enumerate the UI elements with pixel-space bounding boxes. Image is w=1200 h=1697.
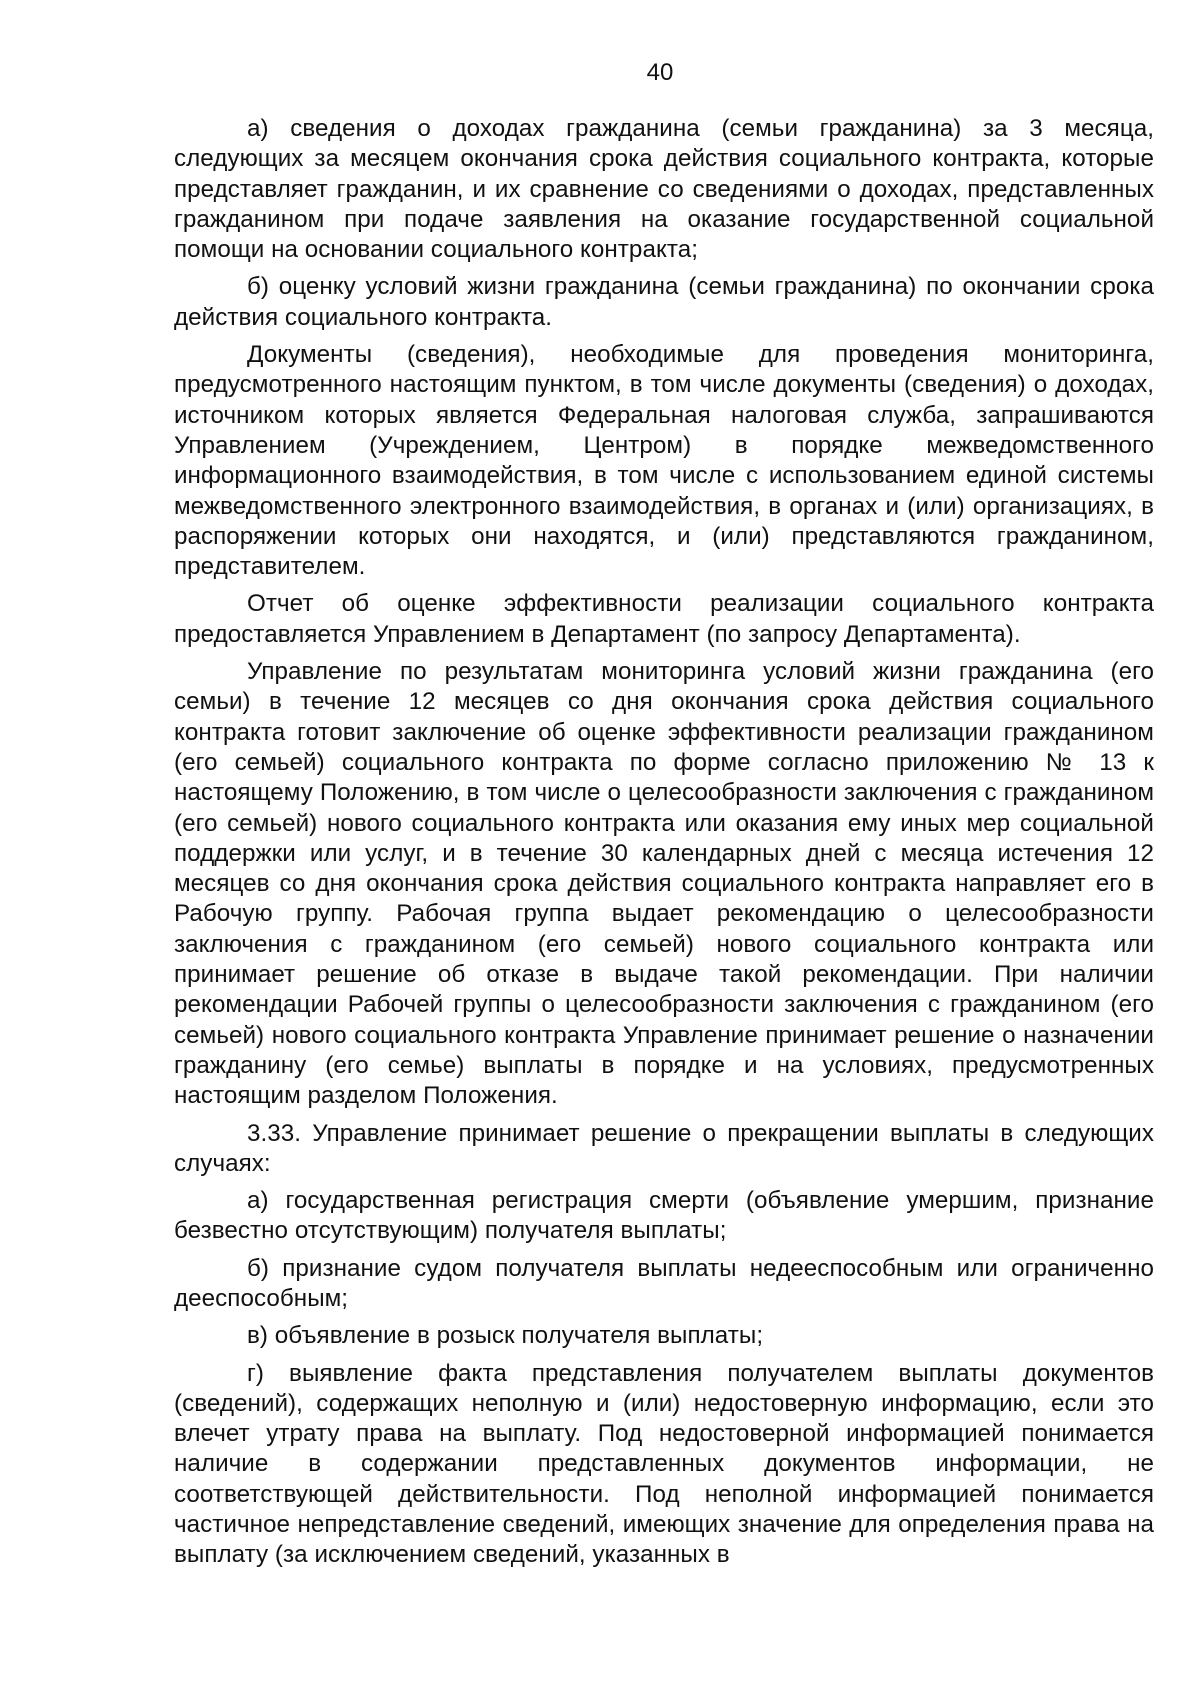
paragraph-efficiency-report: Отчет об оценке эффективности реализации социального контракта предоставляется Управлением в Департамент (по запросу Департамента). [174,590,1154,648]
page-number: 40 [646,59,674,86]
paragraph-living-conditions: б) оценку условий жизни гражданина (семьи гражданина) по окончании срока действия социального контракта. [174,273,1154,331]
paragraph-monitoring-results: Управление по результатам мониторинга условий жизни гражданина (его семьи) в течение 12 месяцев со дня окончания срока действия социального контракта готовит заключение об оценке эффективности реализации гражданином (его семьей) социального контракта по форме согласно приложению № 13 к настоящему Положению, в том числе о целесообразности заключения с гражданином (его семьей) нового социального контракта или оказания ему иных мер социальной поддержки или услуг, и в течение 30 календарных дней с месяца истечения 12 месяцев со дня окончания срока действия социального контракта направляет его в Рабочую группу. Рабочая группа выдает рекомендацию о целесообразности заключения с гражданином (его семьей) нового социального контракта или принимает решение об отказе в выдаче такой рекомендации. При наличии рекомендации Рабочей группы о целесообразности заключения с гражданином (его семьей) нового социального контракта Управление принимает решение о назначении гражданину (его семье) выплаты в порядке и на условиях, предусмотренных настоящим разделом Положения. [174,658,1154,1110]
paragraph-termination-clause: 3.33. Управление принимает решение о прекращении выплаты в следующих случаях: [174,1119,1154,1177]
paragraph-case-incapacity: б) признание судом получателя выплаты недееспособным или ограниченно дееспособным; [174,1254,1154,1312]
paragraph-monitoring-documents: Документы (сведения), необходимые для проведения мониторинга, предусмотренного настоящим пунктом, в том числе документы (сведения) о доходах, источником которых является Федеральная налоговая служба, запрашиваются Управлением (Учреждением, Центром) в порядке межведомственного информационного взаимодействия, в том числе с использованием единой системы межведомственного электронного взаимодействия, в органах и (или) организациях, в распоряжении которых они находятся, и (или) представляются гражданином, представителем. [174,341,1154,581]
paragraph-case-false-info: г) выявление факта представления получателем выплаты документов (сведений), содержащих неполную и (или) недостоверную информацию, если это влечет утрату права на выплату. Под недостоверной информацией понимается наличие в содержании представленных документов информации, не соответствующей действительности. Под неполной информацией понимается частичное непредставление сведений, имеющих значение для определения права на выплату (за исключением сведений, указанных в [174,1359,1154,1569]
paragraph-case-wanted: в) объявление в розыск получателя выплаты; [247,1322,764,1350]
document-body [174,114,1154,1571]
paragraph-case-death: а) государственная регистрация смерти (объявление умершим, признание безвестно отсутствующим) получателя выплаты; [174,1187,1154,1245]
paragraph-income-info: а) сведения о доходах гражданина (семьи гражданина) за 3 месяца, следующих за месяцем окончания срока действия социального контракта, которые представляет гражданин, и их сравнение со сведениями о доходах, представленных гражданином при подаче заявления на оказание государственной социальной помощи на основании социального контракта; [174,115,1154,264]
